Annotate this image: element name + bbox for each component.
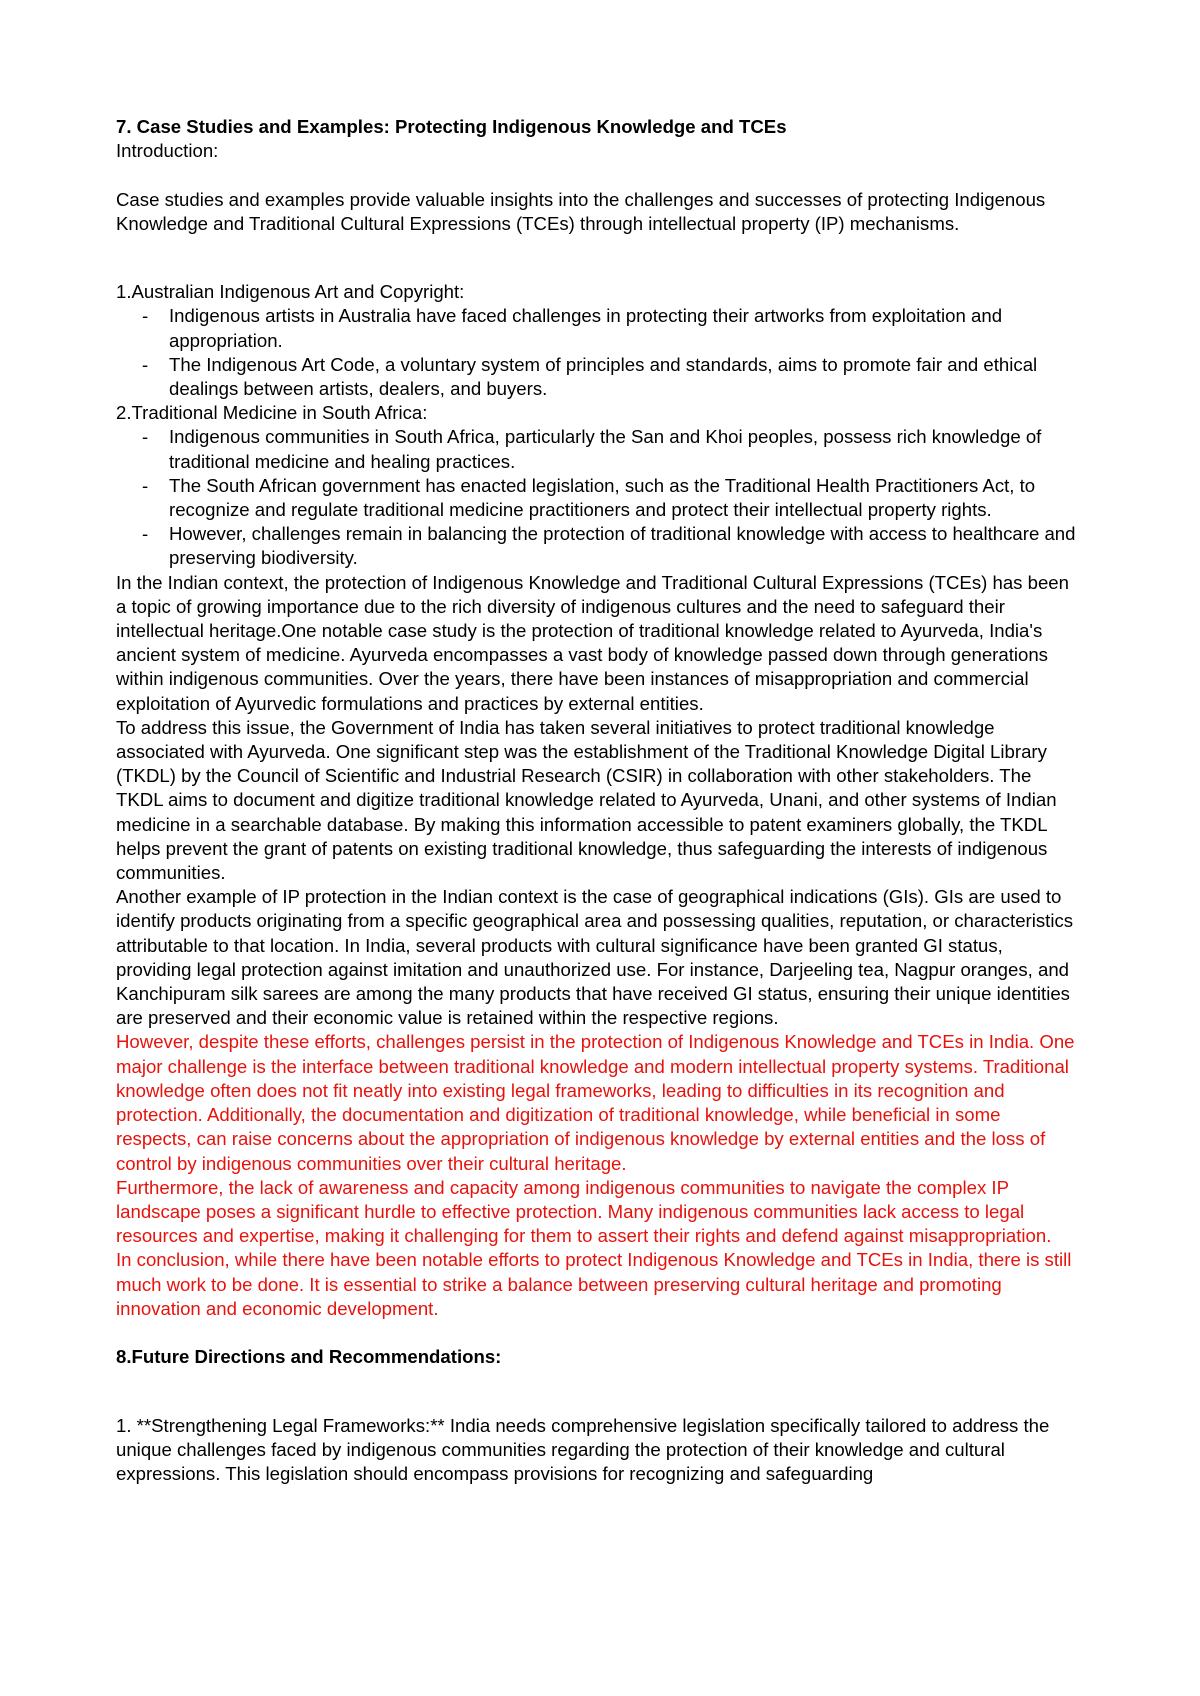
blank-line — [116, 1369, 1080, 1393]
intro-label: Introduction: — [116, 140, 219, 162]
case2-bullet-list — [116, 425, 1080, 570]
indian-context-paragraph-2: To address this issue, the Government of India has taken several initiatives to protect traditional knowledge associated with Ayurveda. One significant step was the establishment of the Traditional Knowledge Digital Library (TKDL) by the Council of Scientific and Industrial Research (CSIR) in collaboration with other stakeholders. The TKDL aims to document and digitize traditional knowledge related to Ayurveda, Unani, and other systems of Indian medicine in a searchable database. By making this information accessible to patent examiners globally, the TKDL helps prevent the grant of patents on existing traditional knowledge, thus safeguarding the interests of indigenous communities. — [116, 716, 1057, 884]
list-item — [142, 353, 1080, 401]
list-item — [142, 425, 1080, 473]
section8-title: 8.Future Directions and Recommendations: — [116, 1346, 502, 1368]
list-item-text: Indigenous artists in Australia have faced challenges in protecting their artworks from exploitation and appropriation. — [169, 305, 1003, 351]
list-item — [142, 474, 1080, 522]
indian-context-paragraph-1: In the Indian context, the protection of Indigenous Knowledge and Traditional Cultural Expressions (TCEs) has been a topic of growing importance due to the rich diversity of indigenous cultures and the need to safeguard their intellectual heritage.One notable case study is the protection of traditional knowledge related to Ayurveda, India's ancient system of medicine. Ayurveda encompasses a vast body of knowledge passed down through generations within indigenous communities. Over the years, there have been instances of misappropriation and commercial exploitation of Ayurvedic formulations and practices by external entities. — [116, 571, 1069, 714]
list-item — [142, 304, 1080, 352]
blank-line — [116, 1321, 1080, 1345]
conclusion-paragraph: In conclusion, while there have been notable efforts to protect Indigenous Knowledge and TCEs in India, there is still much work to be done. It is essential to strike a balance between preserving cultural heritage and promoting innovation and economic development. — [116, 1249, 1072, 1319]
awareness-paragraph: Furthermore, the lack of awareness and capacity among indigenous communities to navigate the complex IP landscape poses a significant hurdle to effective protection. Many indigenous communities lack access to legal resources and expertise, making it challenging for them to assert their rights and defend against misappropriation. — [116, 1176, 1052, 1247]
blank-line — [116, 236, 1080, 260]
list-item-text: However, challenges remain in balancing the protection of traditional knowledge with access to healthcare and preserving biodiversity. — [169, 523, 1076, 569]
case1-label: 1.Australian Indigenous Art and Copyright: — [116, 281, 465, 303]
list-item-text: Indigenous communities in South Africa, particularly the San and Khoi peoples, possess rich knowledge of traditional medicine and healing practices. — [169, 426, 1042, 472]
blank-line — [116, 1394, 1080, 1414]
bullet-marker: - — [142, 474, 149, 496]
list-item-text: The South African government has enacted legislation, such as the Traditional Health Practitioners Act, to recognize and regulate traditional medicine practitioners and protect their intellectual property rights. — [169, 474, 1036, 521]
bullet-marker: - — [142, 523, 149, 545]
case1-bullet-list — [116, 304, 1080, 401]
case2-label: 2.Traditional Medicine in South Africa: — [116, 402, 428, 424]
list-item-text: The Indigenous Art Code, a voluntary system of principles and standards, aims to promote fair and ethical dealings between artists, dealers, and buyers. — [169, 353, 1038, 399]
recommendation-item-1: 1. **Strengthening Legal Frameworks:** India needs comprehensive legislation specifically tailored to address the unique challenges faced by indigenous communities regarding the protection of their knowledge and cultural expressions. This legislation should encompass provisions for recognizing and safeguarding — [116, 1414, 1050, 1484]
blank-line — [116, 260, 1080, 280]
challenges-paragraph: However, despite these efforts, challenges persist in the protection of Indigenous Knowledge and TCEs in India. One major challenge is the interface between traditional knowledge and modern intellectual property systems. Traditional knowledge often does not fit neatly into existing legal frameworks, leading to difficulties in its recognition and protection. Additionally, the documentation and digitization of traditional knowledge, while beneficial in some respects, can raise concerns about the appropriation of indigenous knowledge by external entities and the loss of control by indigenous communities over their cultural heritage. — [116, 1031, 1075, 1174]
list-item — [142, 522, 1080, 570]
bullet-marker: - — [142, 426, 149, 448]
section7-title: 7. Case Studies and Examples: Protecting Indigenous Knowledge and TCEs — [116, 116, 787, 137]
bullet-marker: - — [142, 353, 149, 375]
bullet-marker: - — [142, 305, 149, 327]
intro-paragraph: Case studies and examples provide valuable insights into the challenges and successes of protecting Indigenous Knowledge and Traditional Cultural Expressions (TCEs) through intellectual property (IP) mechanisms. — [116, 188, 1046, 234]
blank-line — [116, 163, 1080, 187]
indian-context-paragraph-3: Another example of IP protection in the Indian context is the case of geographical indications (GIs). GIs are used to identify products originating from a specific geographical area and possessing qualities, reputation, or characteristics attributable to that location. In India, several products with cultural significance have been granted GI status, providing legal protection against imitation and unauthorized use. For instance, Darjeeling tea, Nagpur oranges, and Kanchipuram silk sarees are among the many products that have received GI status, ensuring their unique identities are preserved and their economic value is retained within the respective regions. — [116, 886, 1074, 1029]
